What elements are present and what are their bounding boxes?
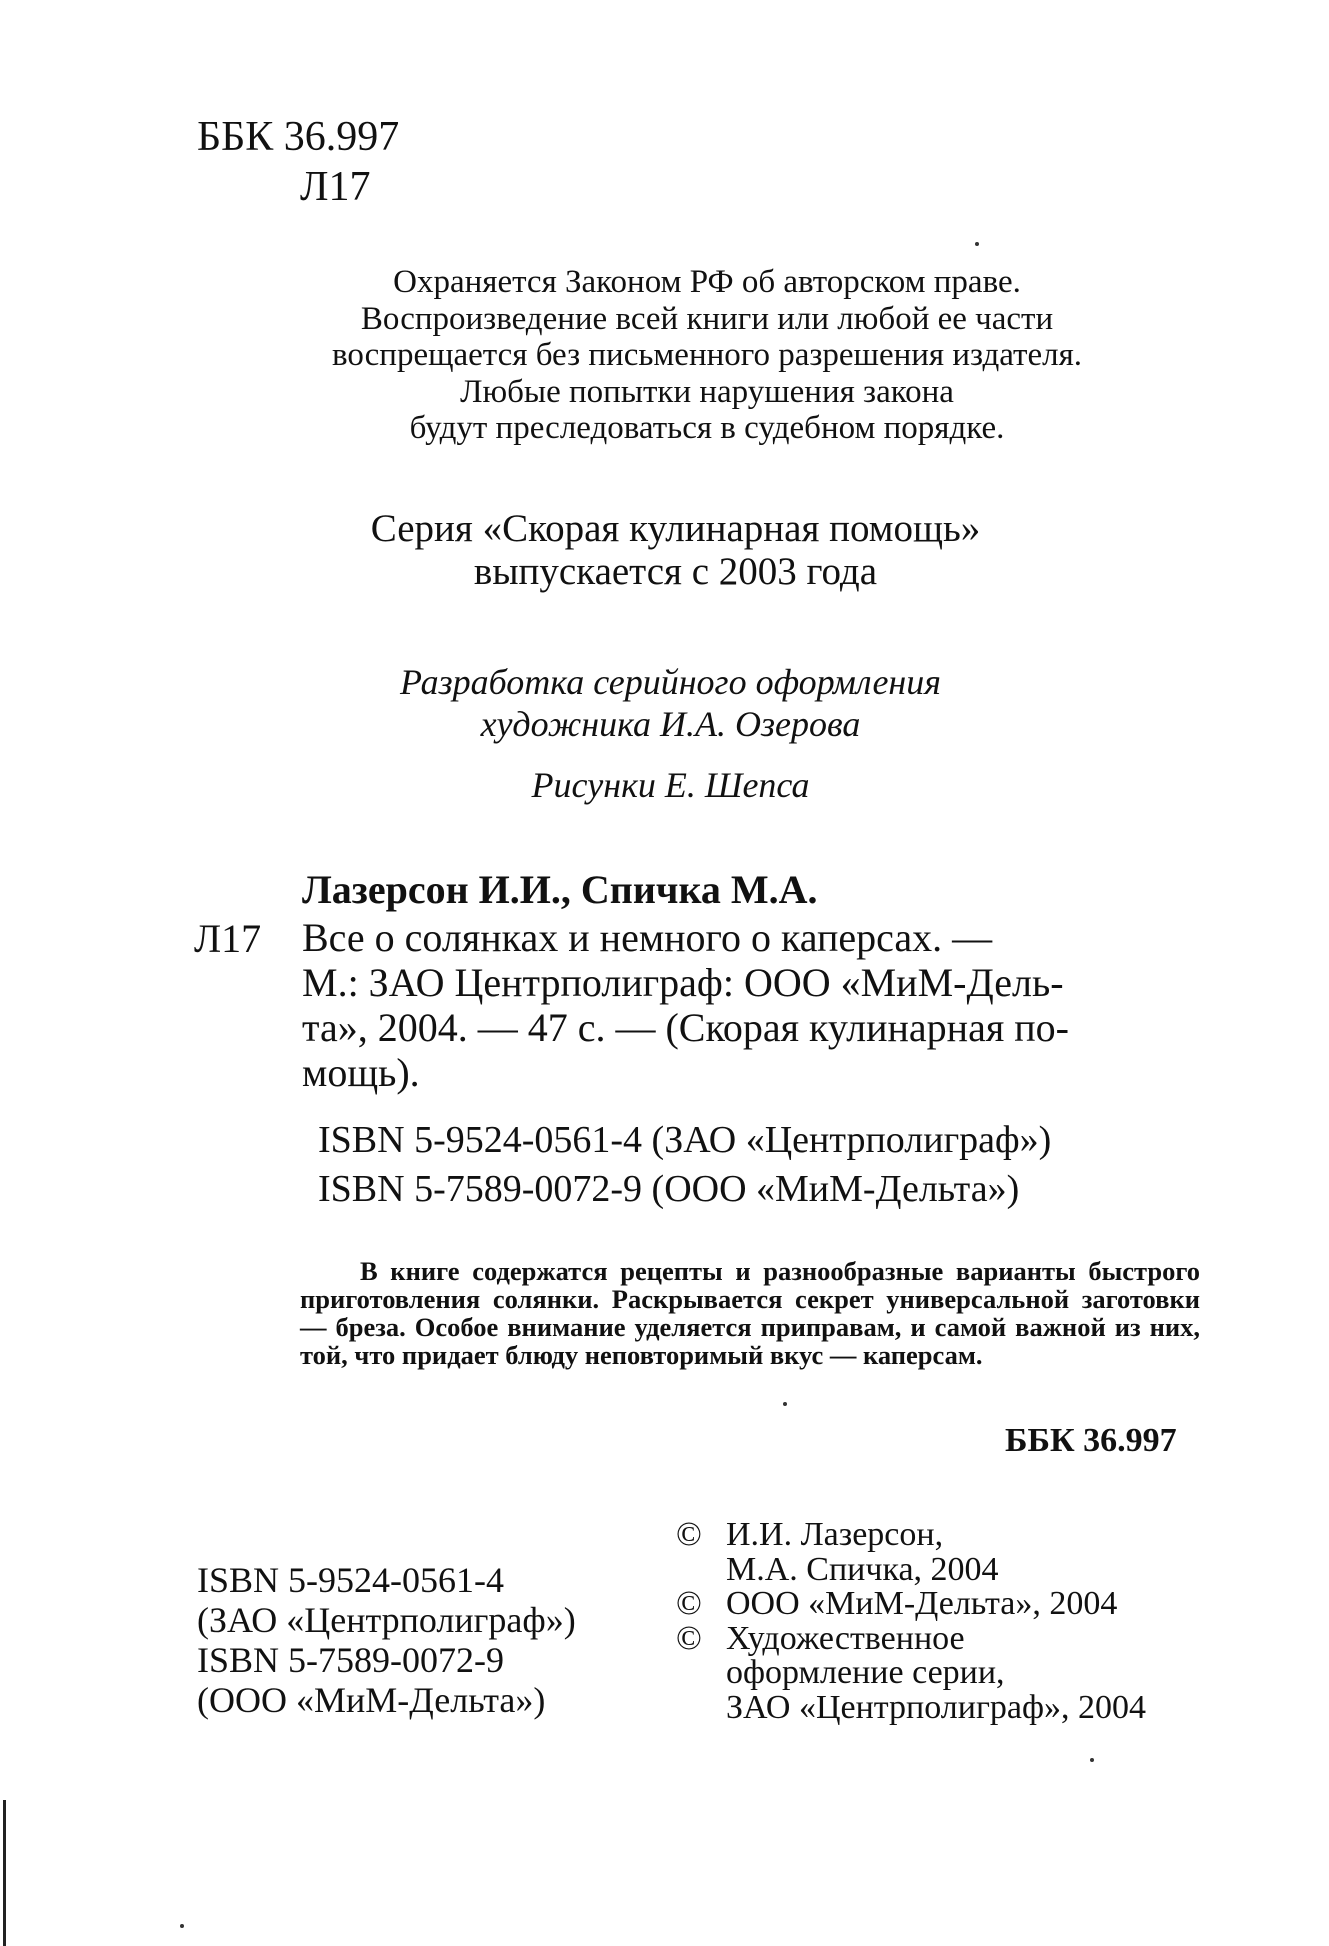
bbk-code: ББК 36.997 [197,114,400,160]
bbk-header [197,112,399,212]
notice-line: Воспроизведение всей книги или любой ее части [360,300,1054,337]
series-info [0,507,1329,593]
isbn-footer-line: (ЗАО «Центрполиграф») [197,1600,576,1640]
copyright-symbol: © [676,1585,702,1622]
notice-line: Любые попытки нарушения закона [460,373,954,410]
abstract-text: В книге содержатся рецепты и разнообразные варианты быстрого приготовления солянки. Раскрывается секрет универсальной заготовки — бреза. Особое внимание уделяется приправам, и самой важной из них, той, что придает блюду неповторимый вкус — каперсам. [300,1256,1200,1370]
bib-line: М.: ЗАО Центрполиграф: ООО «МиМ-Дель- [302,960,1064,1005]
scan-speck [180,1924,184,1928]
copyright-line: оформление серии, [726,1654,1005,1691]
catalog-index: Л17 [194,916,262,961]
isbn-line: ISBN 5-7589-0072-9 (ООО «МиМ-Дельта») [318,1168,1020,1210]
isbn-footer-line: ISBN 5-9524-0561-4 [197,1560,504,1600]
scan-speck [783,1402,787,1406]
illustrations-credit: Рисунки Е. Шепса [531,765,810,805]
copyright-line: ЗАО «Центрполиграф», 2004 [726,1688,1147,1726]
scan-speck [1090,1758,1094,1762]
bibliographic-description [302,915,1069,1095]
design-credit-line: Разработка серийного оформления [399,662,942,702]
isbn-footer-line: (ООО «МиМ-Дельта») [197,1680,546,1720]
copyright-entry [676,1619,1147,1726]
scan-margin-line [3,1800,6,1946]
copyright-line: Художественное [726,1619,965,1657]
copyright-symbol: © [676,1516,702,1553]
scan-speck [975,242,979,246]
design-credits [0,661,1329,806]
abstract [300,1257,1200,1369]
series-line: выпускается с 2003 года [473,550,878,593]
isbn-line: ISBN 5-9524-0561-4 (ЗАО «Центрполиграф») [318,1119,1052,1161]
notice-line: воспрещается без письменного разрешения издателя. [331,337,1083,373]
copyright-entry [676,1587,1146,1622]
isbn-block [318,1116,1051,1214]
copyright-symbol: © [676,1619,702,1657]
copyright-entry [676,1518,1146,1587]
isbn-footer [197,1560,576,1720]
copyright-line: ООО «МиМ-Дельта», 2004 [726,1585,1118,1622]
copyright-line: М.А. Спичка, 2004 [726,1550,999,1588]
bib-line: мощь). [302,1050,420,1095]
bib-line: та», 2004. — 47 с. — (Скорая кулинарная по- [302,1005,1069,1050]
notice-line: Охраняется Законом РФ об авторском праве. [393,264,1021,300]
copyright-notice [0,264,1329,447]
copyright-line: И.И. Лазерсон, [726,1516,944,1553]
series-line: Серия «Скорая кулинарная помощь» [370,507,981,550]
author-index: Л17 [300,164,371,210]
bbk-footer-code: ББК 36.997 [1005,1422,1177,1459]
notice-line: будут преследоваться в судебном порядке. [409,410,1005,446]
isbn-footer-line: ISBN 5-7589-0072-9 [197,1640,504,1680]
copyright-holders [676,1518,1146,1725]
design-credit-line: художника И.А. Озерова [480,704,861,744]
authors: Лазерсон И.И., Спичка М.А. [302,867,818,912]
bib-line: Все о солянках и немного о каперсах. — [302,915,993,960]
